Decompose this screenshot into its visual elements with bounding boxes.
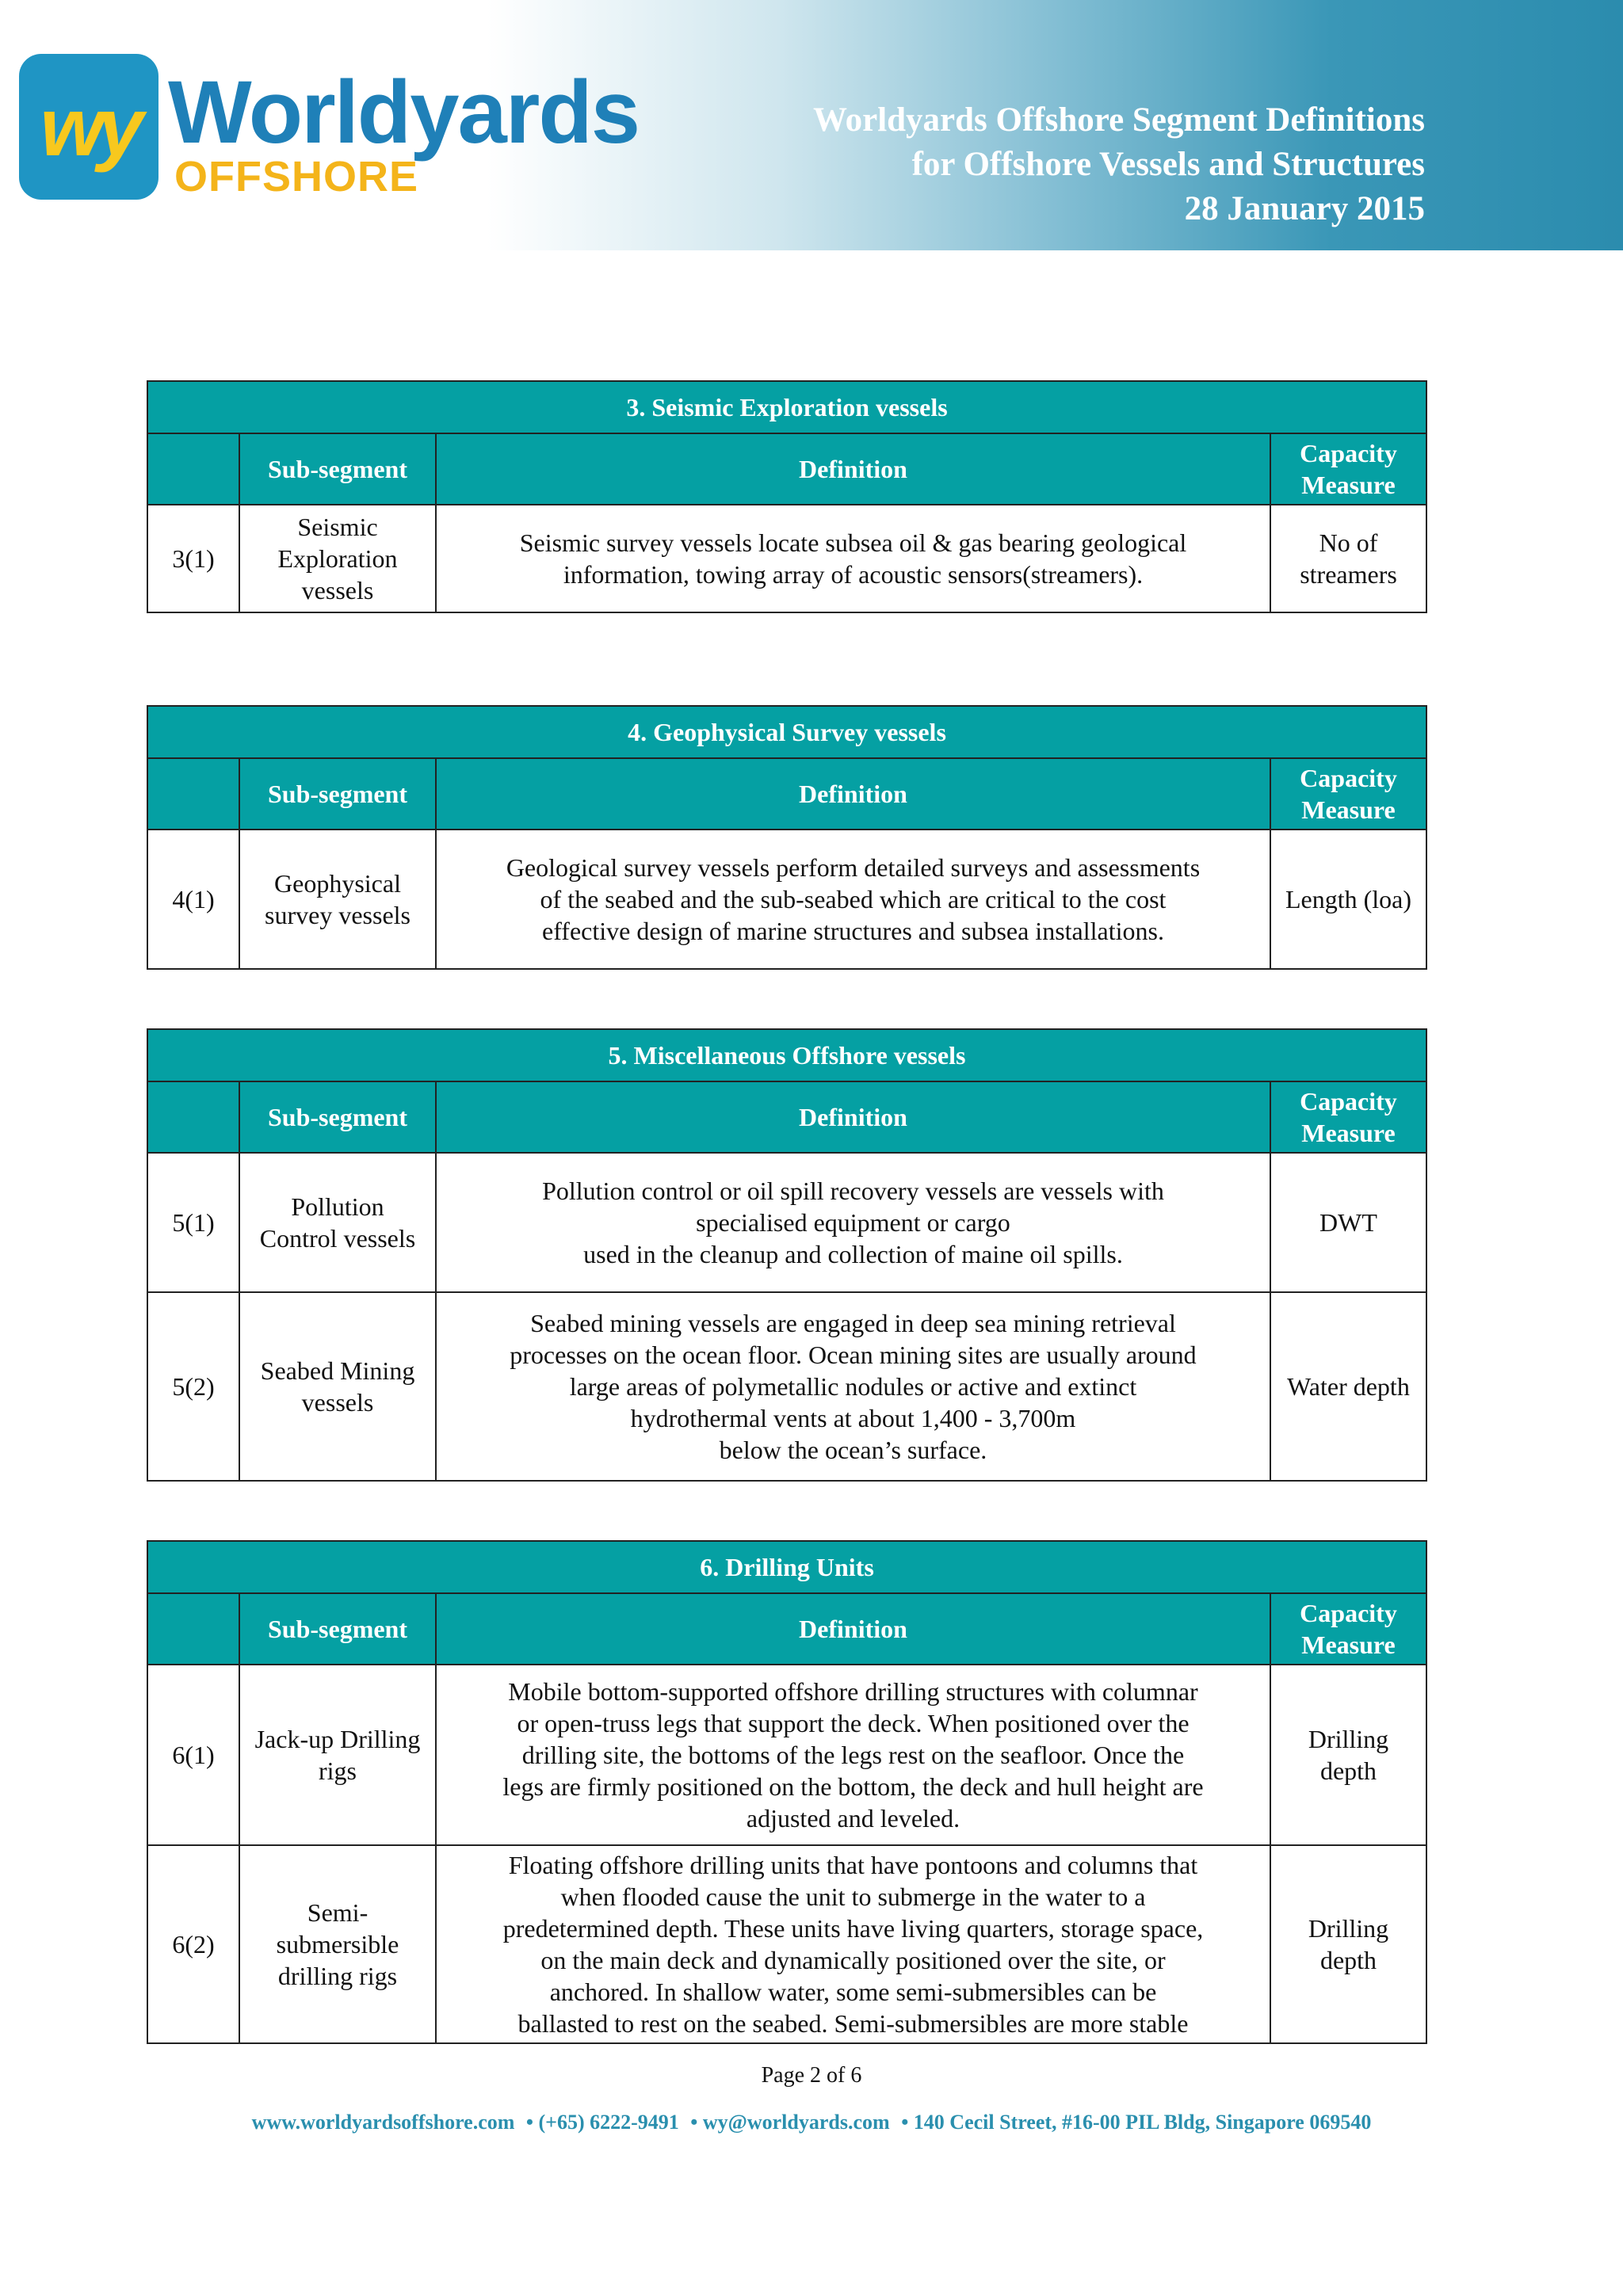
definition-cell: Pollution control or oil spill recovery vessels are vessels with specialised equipment or cargo used in the cleanup and collection of maine oil spills. [436, 1153, 1270, 1292]
worldyards-logo-icon [19, 54, 158, 200]
capacity-cell: Drilling depth [1270, 1845, 1426, 2043]
document-title-line: Worldyards Offshore Segment Definitions [812, 101, 1425, 139]
segment-table-geophysical [147, 705, 1427, 970]
capacity-cell: DWT [1270, 1153, 1426, 1292]
header-definition: Definition [436, 1081, 1270, 1153]
header-capacity-measure: Capacity Measure [1270, 1081, 1426, 1153]
footer-address: • 140 Cecil Street, #16-00 PIL Bldg, Singapore 069540 [901, 2111, 1372, 2134]
definition-cell: Seabed mining vessels are engaged in deep sea mining retrieval processes on the ocean floor. Ocean mining sites are usually around large areas of polymetallic nodules or active and extinct hydrothermal vents at about 1,400 - 3,700m below the ocean’s surface. [436, 1292, 1270, 1481]
row-number: 6(2) [147, 1845, 239, 2043]
section-title: 5. Miscellaneous Offshore vessels [147, 1029, 1426, 1081]
footer-email-link[interactable]: • wy@worldyards.com [690, 2111, 890, 2134]
document-title-line: for Offshore Vessels and Structures [911, 146, 1425, 183]
header-sub-segment: Sub-segment [239, 758, 436, 830]
sub-segment-cell: Geophysical survey vessels [239, 830, 436, 969]
table-row [147, 830, 1426, 969]
header-blank [147, 758, 239, 830]
header-blank [147, 433, 239, 505]
section-title: 6. Drilling Units [147, 1541, 1426, 1593]
table-row [147, 1665, 1426, 1845]
definition-cell: Floating offshore drilling units that have pontoons and columns that when flooded cause the unit to submerge in the water to a predetermined depth. These units have living quarters, storage space, on the main deck and dynamically positioned over the site, or anchored. In shallow water, some semi-submersibles can be ballasted to rest on the seabed. Semi-submersibles are more stable [436, 1845, 1270, 2043]
header-definition: Definition [436, 433, 1270, 505]
document-title [813, 98, 1425, 231]
sub-segment-cell: Seabed Mining vessels [239, 1292, 436, 1481]
sub-segment-cell: Jack-up Drilling rigs [239, 1665, 436, 1845]
capacity-cell: Drilling depth [1270, 1665, 1426, 1845]
sub-segment-cell: Seismic Exploration vessels [239, 505, 436, 612]
page-header [0, 0, 1623, 250]
logo-name: Worldyards [168, 63, 640, 162]
header-sub-segment: Sub-segment [239, 1593, 436, 1665]
sub-segment-cell: Semi- submersible drilling rigs [239, 1845, 436, 2043]
header-capacity-measure: Capacity Measure [1270, 433, 1426, 505]
table-row [147, 1153, 1426, 1292]
definition-cell: Seismic survey vessels locate subsea oil & gas bearing geological information, towing array of acoustic sensors(streamers). [436, 505, 1270, 612]
row-number: 5(2) [147, 1292, 239, 1481]
table-row [147, 505, 1426, 612]
header-sub-segment: Sub-segment [239, 433, 436, 505]
sub-segment-cell: Pollution Control vessels [239, 1153, 436, 1292]
capacity-cell: No of streamers [1270, 505, 1426, 612]
page-footer [0, 2111, 1623, 2134]
section-title: 4. Geophysical Survey vessels [147, 706, 1426, 758]
header-blank [147, 1593, 239, 1665]
header-definition: Definition [436, 758, 1270, 830]
segment-table-drilling [147, 1540, 1427, 2044]
page-number: Page 2 of 6 [761, 2063, 862, 2088]
table-row [147, 1292, 1426, 1481]
header-capacity-measure: Capacity Measure [1270, 1593, 1426, 1665]
logo-mark: wy [40, 82, 138, 174]
segment-table-miscellaneous [147, 1028, 1427, 1482]
row-number: 4(1) [147, 830, 239, 969]
capacity-cell: Length (loa) [1270, 830, 1426, 969]
section-title: 3. Seismic Exploration vessels [147, 381, 1426, 433]
header-definition: Definition [436, 1593, 1270, 1665]
header-capacity-measure: Capacity Measure [1270, 758, 1426, 830]
row-number: 3(1) [147, 505, 239, 612]
row-number: 6(1) [147, 1665, 239, 1845]
row-number: 5(1) [147, 1153, 239, 1292]
definition-cell: Mobile bottom-supported offshore drilling structures with columnar or open-truss legs that support the deck. When positioned over the drilling site, the bottoms of the legs rest on the seafloor. Once the legs are firmly positioned on the bottom, the deck and hull height are adjusted and leveled. [436, 1665, 1270, 1845]
footer-website-link[interactable]: www.worldyardsoffshore.com [251, 2111, 515, 2134]
definition-cell: Geological survey vessels perform detailed surveys and assessments of the seabed and the sub-seabed which are critical to the cost effective design of marine structures and subsea installations. [436, 830, 1270, 969]
table-row [147, 1845, 1426, 2043]
header-sub-segment: Sub-segment [239, 1081, 436, 1153]
logo-subtitle: OFFSHORE [174, 153, 419, 200]
segment-table-seismic [147, 380, 1427, 613]
header-blank [147, 1081, 239, 1153]
document-date: 28 January 2015 [1184, 190, 1425, 227]
capacity-cell: Water depth [1270, 1292, 1426, 1481]
footer-phone: • (+65) 6222-9491 [525, 2111, 679, 2134]
